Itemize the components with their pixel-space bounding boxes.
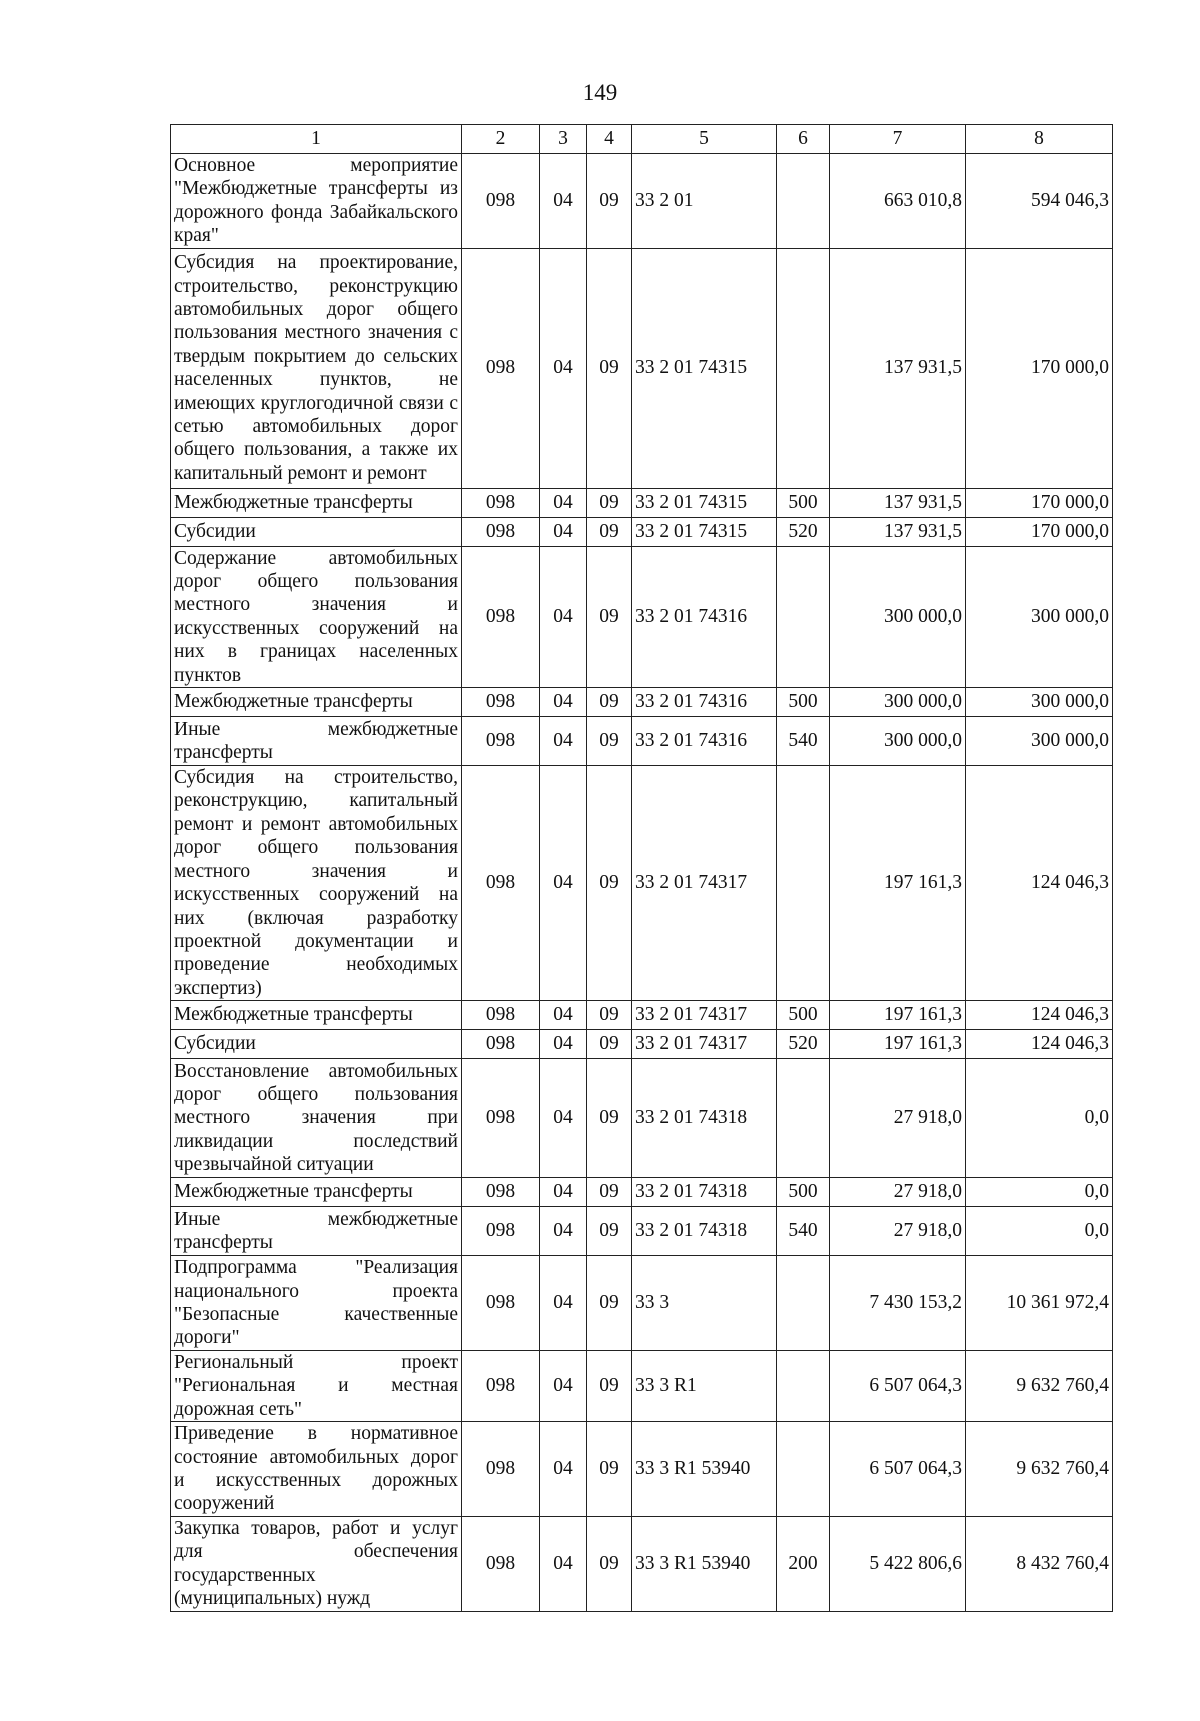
subsection-code-cell: 09 [587,1207,632,1256]
subsection-code-cell: 09 [587,517,632,546]
subsection-code-cell: 09 [587,1350,632,1421]
table-row [171,688,1113,717]
expense-type-cell: 500 [777,1178,830,1207]
section-code-cell: 04 [540,1516,587,1611]
expense-type-cell [777,1059,830,1178]
amount-year2-cell: 10 361 972,4 [966,1256,1113,1351]
row-name-cell: Региональный проект "Региональная и местная дорожная сеть" [171,1350,462,1421]
subsection-code-cell: 09 [587,688,632,717]
amount-year2-cell: 170 000,0 [966,248,1113,488]
target-article-cell: 33 3 [632,1256,777,1351]
amount-year1-cell: 300 000,0 [830,546,966,687]
expense-type-cell [777,1421,830,1516]
table-row [171,488,1113,517]
target-article-cell: 33 2 01 74318 [632,1059,777,1178]
amount-year2-cell: 0,0 [966,1178,1113,1207]
grbs-code-cell: 098 [462,1178,540,1207]
section-code-cell: 04 [540,488,587,517]
amount-year2-cell: 300 000,0 [966,688,1113,717]
subsection-code-cell: 09 [587,154,632,249]
grbs-code-cell: 098 [462,1059,540,1178]
row-name-cell: Иные межбюджетные трансферты [171,717,462,766]
table-row [171,1030,1113,1059]
amount-year2-cell: 124 046,3 [966,766,1113,1001]
subsection-code-cell: 09 [587,1178,632,1207]
column-header: 6 [777,125,830,154]
amount-year1-cell: 197 161,3 [830,1001,966,1030]
amount-year2-cell: 170 000,0 [966,517,1113,546]
table-row [171,154,1113,249]
table-row [171,1001,1113,1030]
section-code-cell: 04 [540,546,587,687]
subsection-code-cell: 09 [587,248,632,488]
section-code-cell: 04 [540,1207,587,1256]
target-article-cell: 33 3 R1 53940 [632,1516,777,1611]
section-code-cell: 04 [540,517,587,546]
subsection-code-cell: 09 [587,1059,632,1178]
section-code-cell: 04 [540,248,587,488]
row-name-cell: Межбюджетные трансферты [171,688,462,717]
target-article-cell: 33 2 01 74317 [632,766,777,1001]
section-code-cell: 04 [540,1059,587,1178]
table-row [171,1059,1113,1178]
amount-year2-cell: 9 632 760,4 [966,1350,1113,1421]
target-article-cell: 33 2 01 74317 [632,1001,777,1030]
grbs-code-cell: 098 [462,1207,540,1256]
grbs-code-cell: 098 [462,517,540,546]
row-name-cell: Приведение в нормативное состояние автомобильных дорог и искусственных дорожных сооружений [171,1421,462,1516]
expense-type-cell [777,766,830,1001]
table-row [171,1256,1113,1351]
target-article-cell: 33 2 01 74318 [632,1178,777,1207]
section-code-cell: 04 [540,1350,587,1421]
target-article-cell: 33 2 01 74316 [632,688,777,717]
table-body [171,154,1113,1612]
grbs-code-cell: 098 [462,546,540,687]
row-name-cell: Иные межбюджетные трансферты [171,1207,462,1256]
target-article-cell: 33 2 01 [632,154,777,249]
target-article-cell: 33 2 01 74316 [632,546,777,687]
table-row [171,717,1113,766]
amount-year2-cell: 300 000,0 [966,717,1113,766]
amount-year1-cell: 137 931,5 [830,488,966,517]
grbs-code-cell: 098 [462,154,540,249]
target-article-cell: 33 3 R1 53940 [632,1421,777,1516]
column-header: 4 [587,125,632,154]
grbs-code-cell: 098 [462,488,540,517]
section-code-cell: 04 [540,717,587,766]
expense-type-cell: 520 [777,517,830,546]
row-name-cell: Межбюджетные трансферты [171,1001,462,1030]
table-row [171,1516,1113,1611]
amount-year2-cell: 124 046,3 [966,1001,1113,1030]
row-name-cell: Основное мероприятие "Межбюджетные трансферты из дорожного фонда Забайкальского края" [171,154,462,249]
table-row [171,517,1113,546]
subsection-code-cell: 09 [587,488,632,517]
expense-type-cell: 500 [777,688,830,717]
amount-year1-cell: 197 161,3 [830,766,966,1001]
amount-year1-cell: 137 931,5 [830,517,966,546]
section-code-cell: 04 [540,1030,587,1059]
amount-year2-cell: 124 046,3 [966,1030,1113,1059]
amount-year2-cell: 170 000,0 [966,488,1113,517]
target-article-cell: 33 2 01 74317 [632,1030,777,1059]
table-row [171,248,1113,488]
row-name-cell: Межбюджетные трансферты [171,488,462,517]
section-code-cell: 04 [540,1256,587,1351]
expense-type-cell: 540 [777,1207,830,1256]
amount-year1-cell: 663 010,8 [830,154,966,249]
table-row [171,1178,1113,1207]
expense-type-cell: 500 [777,1001,830,1030]
column-header: 5 [632,125,777,154]
grbs-code-cell: 098 [462,688,540,717]
amount-year1-cell: 7 430 153,2 [830,1256,966,1351]
budget-table [170,124,1113,1612]
row-name-cell: Субсидия на строительство, реконструкцию, капитальный ремонт и ремонт автомобильных дорог общего пользования местного значения и искусственных сооружений на них (включая разработку проектной документации и проведение необходимых экспертиз) [171,766,462,1001]
table-row [171,766,1113,1001]
subsection-code-cell: 09 [587,717,632,766]
grbs-code-cell: 098 [462,717,540,766]
subsection-code-cell: 09 [587,1030,632,1059]
grbs-code-cell: 098 [462,1256,540,1351]
row-name-cell: Восстановление автомобильных дорог общего пользования местного значения при ликвидации последствий чрезвычайной ситуации [171,1059,462,1178]
row-name-cell: Субсидии [171,1030,462,1059]
amount-year1-cell: 300 000,0 [830,688,966,717]
grbs-code-cell: 098 [462,766,540,1001]
page-number: 149 [582,80,618,105]
target-article-cell: 33 3 R1 [632,1350,777,1421]
target-article-cell: 33 2 01 74316 [632,717,777,766]
grbs-code-cell: 098 [462,1030,540,1059]
grbs-code-cell: 098 [462,1001,540,1030]
amount-year1-cell: 197 161,3 [830,1030,966,1059]
expense-type-cell: 520 [777,1030,830,1059]
amount-year2-cell: 300 000,0 [966,546,1113,687]
column-header: 8 [966,125,1113,154]
expense-type-cell: 200 [777,1516,830,1611]
grbs-code-cell: 098 [462,1421,540,1516]
expense-type-cell [777,1350,830,1421]
row-name-cell: Субсидия на проектирование, строительство, реконструкцию автомобильных дорог общего пользования местного значения с твердым покрытием до сельских населенных пунктов, не имеющих круглогодичной связи с сетью автомобильных дорог общего пользования, а также их капитальный ремонт и ремонт [171,248,462,488]
amount-year1-cell: 6 507 064,3 [830,1350,966,1421]
target-article-cell: 33 2 01 74315 [632,248,777,488]
section-code-cell: 04 [540,688,587,717]
grbs-code-cell: 098 [462,1350,540,1421]
table-row [171,1207,1113,1256]
grbs-code-cell: 098 [462,248,540,488]
amount-year2-cell: 8 432 760,4 [966,1516,1113,1611]
column-header: 2 [462,125,540,154]
subsection-code-cell: 09 [587,546,632,687]
expense-type-cell [777,248,830,488]
expense-type-cell [777,154,830,249]
table-row [171,1350,1113,1421]
section-code-cell: 04 [540,1001,587,1030]
row-name-cell: Содержание автомобильных дорог общего пользования местного значения и искусственных сооружений на них в границах населенных пунктов [171,546,462,687]
section-code-cell: 04 [540,1421,587,1516]
table-row [171,546,1113,687]
amount-year1-cell: 137 931,5 [830,248,966,488]
subsection-code-cell: 09 [587,1421,632,1516]
row-name-cell: Межбюджетные трансферты [171,1178,462,1207]
column-header: 3 [540,125,587,154]
subsection-code-cell: 09 [587,1001,632,1030]
section-code-cell: 04 [540,154,587,249]
column-header: 1 [171,125,462,154]
amount-year1-cell: 27 918,0 [830,1059,966,1178]
subsection-code-cell: 09 [587,766,632,1001]
row-name-cell: Закупка товаров, работ и услуг для обеспечения государственных (муниципальных) нужд [171,1516,462,1611]
subsection-code-cell: 09 [587,1256,632,1351]
column-header: 7 [830,125,966,154]
amount-year2-cell: 0,0 [966,1207,1113,1256]
target-article-cell: 33 2 01 74318 [632,1207,777,1256]
row-name-cell: Подпрограмма "Реализация национального проекта "Безопасные качественные дороги" [171,1256,462,1351]
expense-type-cell [777,1256,830,1351]
target-article-cell: 33 2 01 74315 [632,488,777,517]
amount-year1-cell: 6 507 064,3 [830,1421,966,1516]
grbs-code-cell: 098 [462,1516,540,1611]
column-number-row [171,125,1113,154]
amount-year1-cell: 5 422 806,6 [830,1516,966,1611]
section-code-cell: 04 [540,1178,587,1207]
expense-type-cell: 540 [777,717,830,766]
expense-type-cell [777,546,830,687]
amount-year2-cell: 594 046,3 [966,154,1113,249]
amount-year1-cell: 27 918,0 [830,1207,966,1256]
target-article-cell: 33 2 01 74315 [632,517,777,546]
subsection-code-cell: 09 [587,1516,632,1611]
section-code-cell: 04 [540,766,587,1001]
amount-year2-cell: 0,0 [966,1059,1113,1178]
table-row [171,1421,1113,1516]
amount-year1-cell: 300 000,0 [830,717,966,766]
expense-type-cell: 500 [777,488,830,517]
row-name-cell: Субсидии [171,517,462,546]
amount-year1-cell: 27 918,0 [830,1178,966,1207]
amount-year2-cell: 9 632 760,4 [966,1421,1113,1516]
